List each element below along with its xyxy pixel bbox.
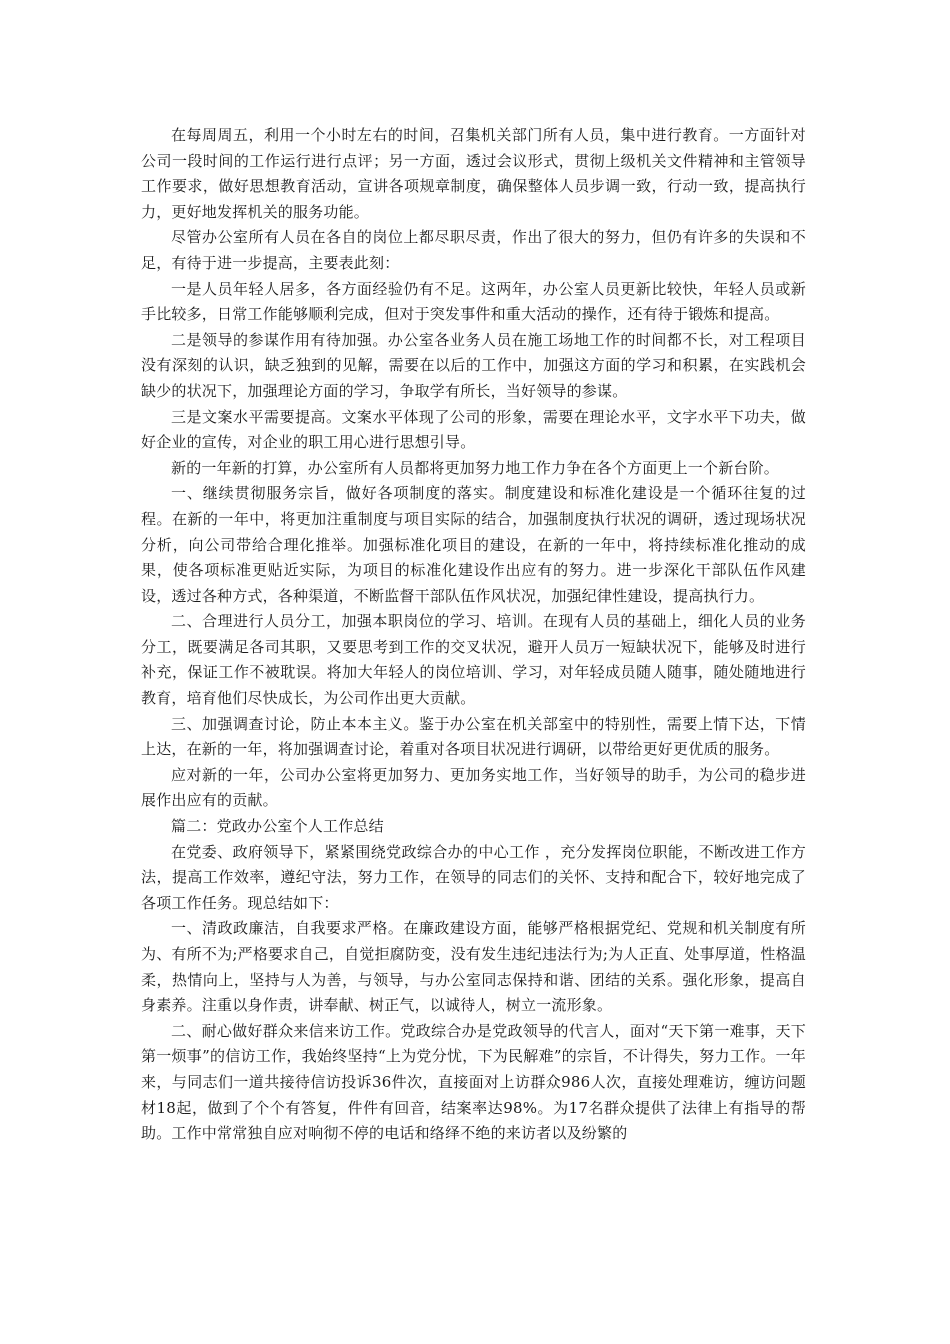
paragraph-shortcoming-1: 一是人员年轻人居多，各方面经验仍有不足。这两年，办公室人员更新比较快，年轻人员或新手比较多，日常工作能够顺利完成，但对于突发事件和重大活动的操作，还有待于锻炼和提高。 — [141, 279, 806, 324]
paragraph-integrity: 一、清政政廉洁，自我要求严格。在廉政建设方面，能够严格根据党纪、党规和机关制度有所为、有所不为;严格要求自己，自觉拒腐防变，没有发生违纪违法行为;为人正直、处事厚道，性格温柔，热情向上，坚持与人为善，与领导，与办公室同志保持和谐、团结的关系。强化形象，提高自身素养。注重以身作责，讲奉献、树正气，以诚待人，树立一流形象。 — [141, 919, 806, 1015]
paragraph-plan-2: 二、合理进行人员分工，加强本职岗位的学习、培训。在现有人员的基础上，细化人员的业务分工，既要满足各司其职，又要思考到工作的交叉状况，避开人员万一短缺状况下，能够及时进行补充，保证工作不被耽误。将加大年轻人的岗位培训、学习，对年轻成员随人随事，随处随地进行教育，培育他们尽快成长，为公司作出更大贡献。 — [141, 612, 806, 708]
paragraph-weekly-education: 在每周周五，利用一个小时左右的时间，召集机关部门所有人员，集中进行教育。一方面针对公司一段时间的工作运行进行点评；另一方面，透过会议形式，贯彻上级机关文件精神和主管领导工作要求，做好思想教育活动，宣讲各项规章制度，确保整体人员步调一致，行动一致，提高执行力，更好地发挥机关的服务功能。 — [141, 126, 806, 221]
paragraph-conclusion: 应对新的一年，公司办公室将更加努力、更加务实地工作，当好领导的助手，为公司的稳步进展作出应有的贡献。 — [141, 765, 806, 810]
paragraph-plan-1: 一、继续贯彻服务宗旨，做好各项制度的落实。制度建设和标准化建设是一个循环往复的过程。在新的一年中，将更加注重制度与项目实际的结合，加强制度执行状况的调研，透过现场状况分析，向公司带给合理化推举。加强标准化项目的建设，在新的一年中，将持续标准化推动的成果，使各项标准更贴近实际，为项目的标准化建设作出应有的努力。进一步深化干部队伍作风建设，透过各种方式，各种渠道，不断监督干部队伍作风状况，加强纪律性建设，提高执行力。 — [141, 484, 806, 605]
paragraph-petitions: 二、耐心做好群众来信来访工作。党政综合办是党政领导的代言人，面对“天下第一难事，天下第一烦事”的信访工作，我始终坚持“上为党分忧，下为民解难”的宗旨，不计得失，努力工作。一年来，与同志们一道共接待信访投诉36件次，直接面对上访群众986人次，直接处理难访，缠访问题材18起，做到了个个有答复，件件有回音，结案率达98%。为17名群众提供了法律上有指导的帮助。工作中常常独自应对响彻不停的电话和络绎不绝的来访者以及纷繁的 — [141, 1021, 806, 1143]
document-body — [141, 123, 806, 1147]
paragraph-new-year-plan: 新的一年新的打算，办公室所有人员都将更加努力地工作力争在各个方面更上一个新台阶。 — [171, 458, 780, 477]
paragraph-shortcoming-3: 三是文案水平需要提高。文案水平体现了公司的形象，需要在理论水平，文字水平下功夫，做好企业的宣传，对企业的职工用心进行思想引导。 — [141, 407, 806, 452]
section-heading-part-two: 篇二：党政办公室个人工作总结 — [171, 817, 384, 836]
paragraph-part-two-intro: 在党委、政府领导下，紧紧围绕党政综合办的中心工作 ，充分发挥岗位职能，不断改进工作方法，提高工作效率，遵纪守法，努力工作，在领导的同志们的关怀、支持和配合下，较好地完成了各项工作任务。现总结如下： — [141, 842, 806, 912]
paragraph-shortcoming-2: 二是领导的参谋作用有待加强。办公室各业务人员在施工场地工作的时间都不长，对工程项目没有深刻的认识，缺乏独到的见解，需要在以后的工作中，加强这方面的学习和积累，在实践机会缺少的状况下，加强理论方面的学习，争取学有所长，当好领导的参谋。 — [141, 330, 806, 400]
paragraph-plan-3: 三、加强调查讨论，防止本本主义。鉴于办公室在机关部室中的特别性，需要上情下达，下情上达，在新的一年，将加强调查讨论，着重对各项目状况进行调研，以带给更好更优质的服务。 — [141, 714, 806, 759]
paragraph-shortcomings-intro: 尽管办公室所有人员在各自的岗位上都尽职尽责，作出了很大的努力，但仍有许多的失误和不足，有待于进一步提高，主要表此刻： — [141, 228, 806, 272]
